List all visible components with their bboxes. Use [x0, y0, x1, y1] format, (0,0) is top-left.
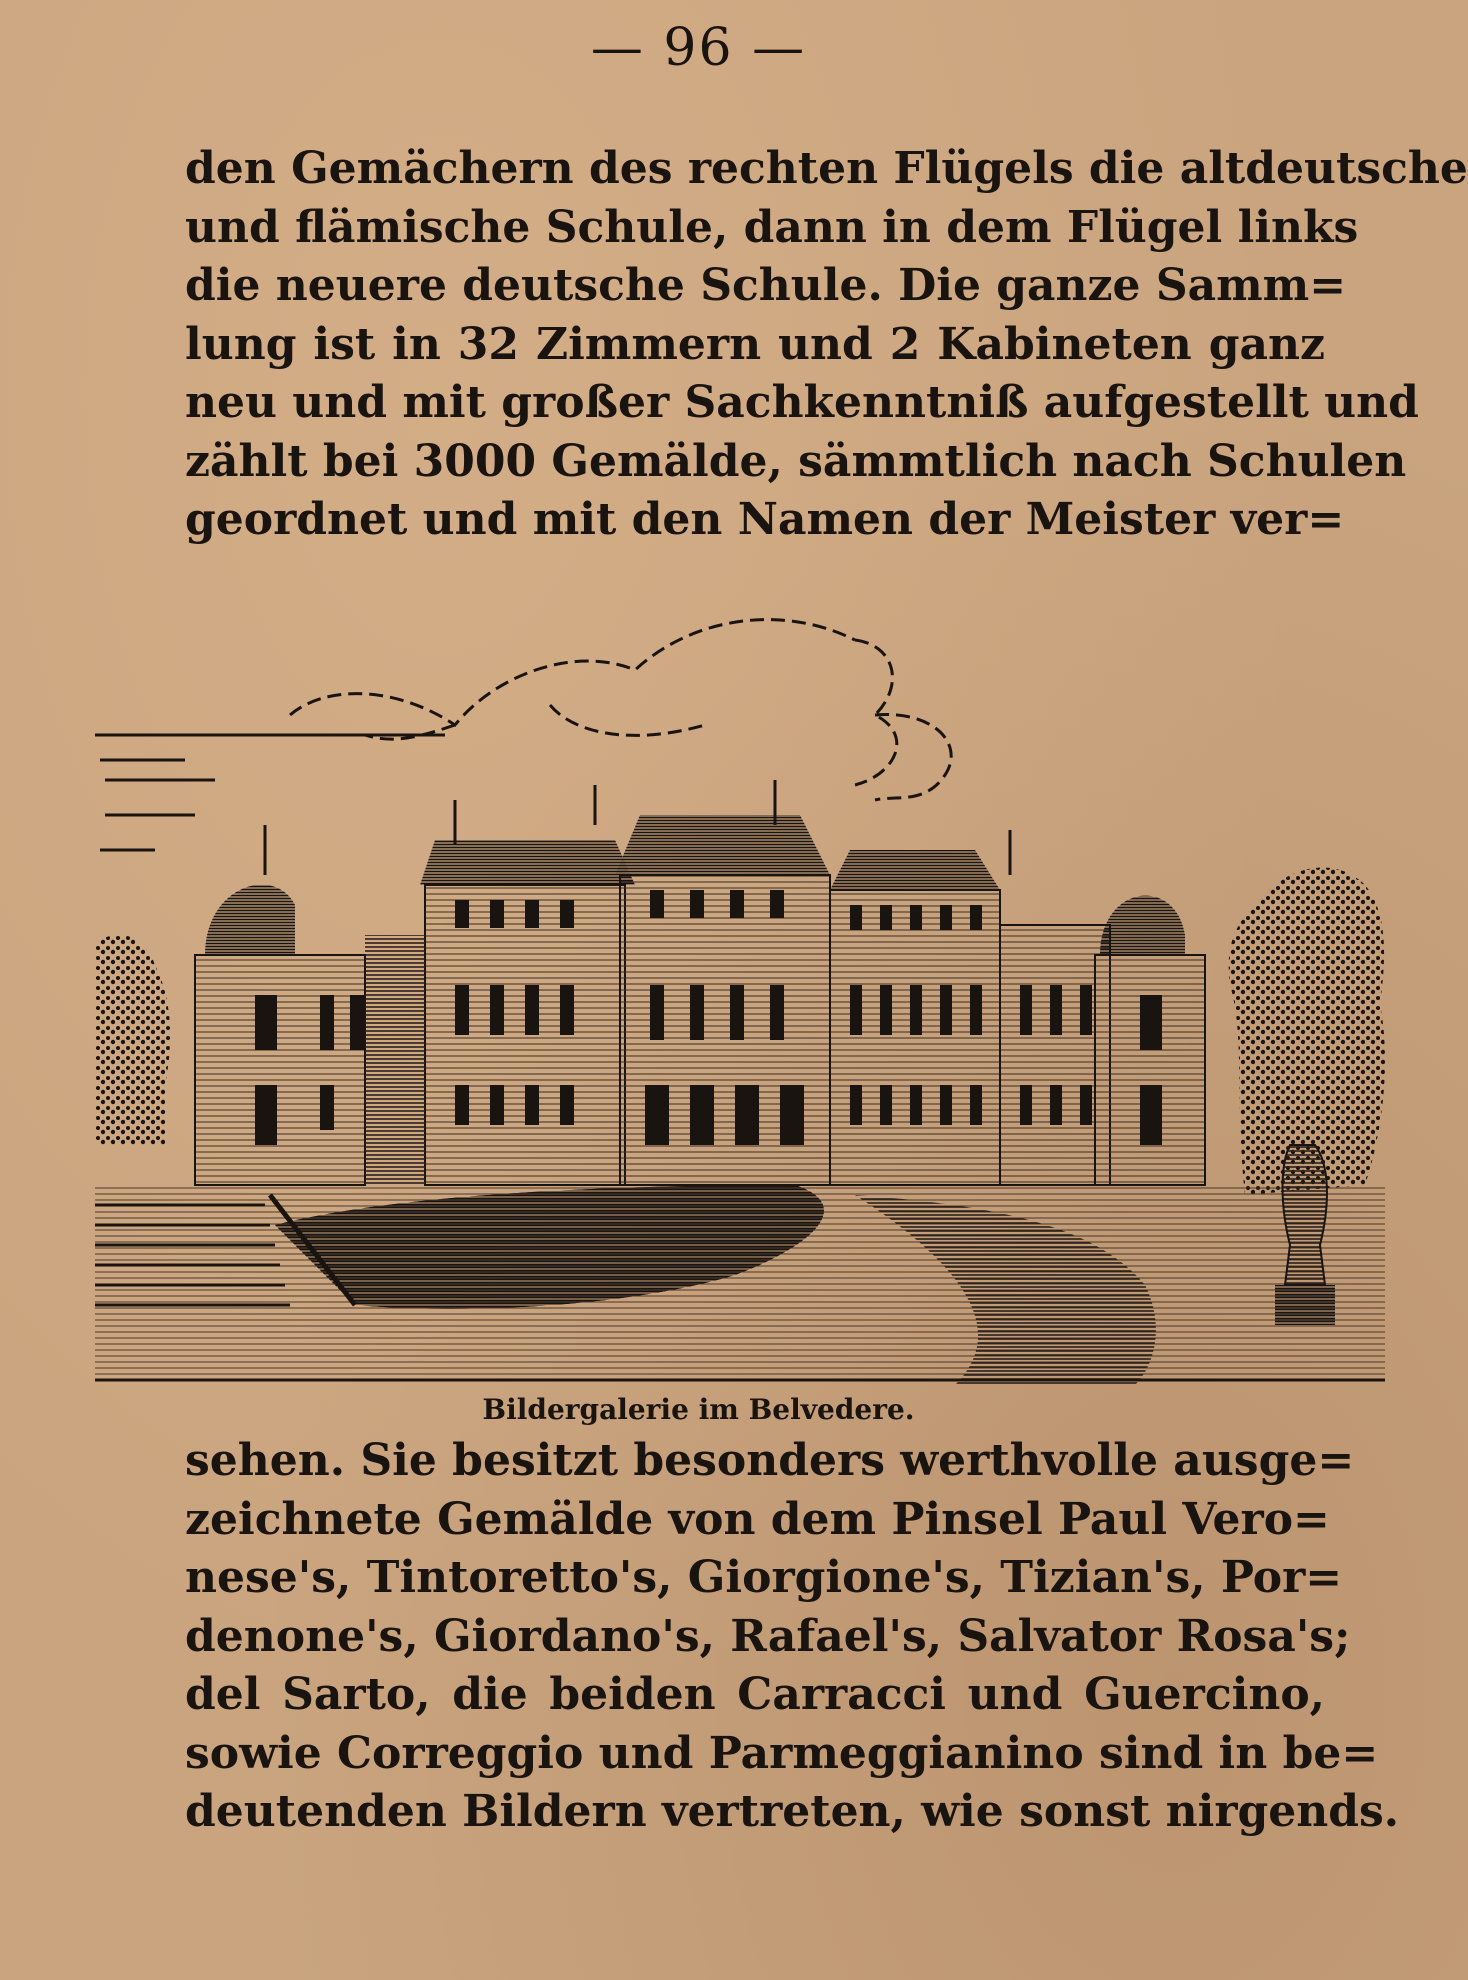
text-line: und flämische Schule, dann in dem Flügel links	[185, 201, 1359, 253]
text-line: zählt bei 3000 Gemälde, sämmtlich nach Schulen	[185, 435, 1407, 487]
palace	[195, 780, 1205, 1185]
text-line: geordnet und mit den Namen der Meister ver=	[185, 494, 1345, 545]
text-line: deutenden Bildern vertreten, wie sonst nirgends.	[185, 1786, 1400, 1837]
text-line: nese's, Tintoretto's, Giorgione's, Tizian's, Por=	[185, 1552, 1343, 1603]
text-line: den Gemächern des rechten Flügels die altdeutsche	[185, 143, 1468, 194]
text-line: zeichnete Gemälde von dem Pinsel Paul Vero=	[185, 1493, 1330, 1545]
text-line: sowie Correggio und Parmeggianino sind in be=	[185, 1727, 1379, 1779]
text-block-bottom	[185, 1432, 1400, 1842]
tree-left	[95, 935, 170, 1145]
page-number: — 96 —	[590, 18, 807, 78]
text-line: lung ist in 32 Zimmern und 2 Kabineten ganz	[185, 318, 1325, 370]
cloud-outlines	[290, 620, 951, 800]
text-line: neu und mit großer Sachkenntniß aufgestellt und	[185, 377, 1419, 428]
text-line: denone's, Giordano's, Rafael's, Salvator Rosa's;	[185, 1610, 1351, 1662]
palace-engraving	[95, 585, 1385, 1385]
text-line: sehen. Sie besitzt besonders werthvolle ausge=	[185, 1435, 1355, 1486]
text-line: die neuere deutsche Schule. Die ganze Samm=	[185, 260, 1347, 311]
sky-lines	[95, 735, 445, 850]
text-line: del Sarto, die beiden Carracci und Guercino,	[185, 1669, 1325, 1720]
text-block-top	[185, 140, 1468, 550]
illustration-caption: Bildergalerie im Belvedere.	[482, 1393, 915, 1426]
